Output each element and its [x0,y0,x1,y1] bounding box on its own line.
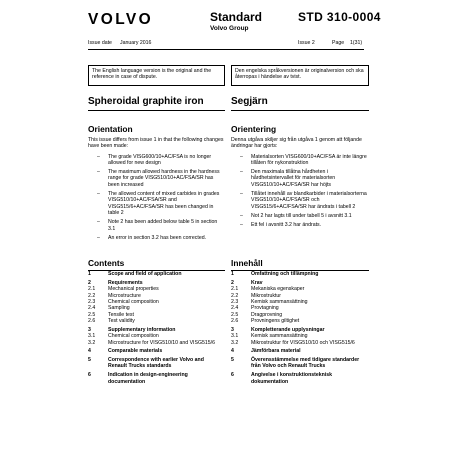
toc-number: 3 [231,326,234,333]
toc-title: Mikrostruktur för VISG510/10 och VISG515/6 [251,339,355,346]
toc-number: 3.2 [231,339,239,346]
toc-row [88,340,224,346]
title-underline-sv [231,110,369,111]
toc-row [231,357,369,370]
toc-number: 2.4 [231,305,239,312]
toc-number: 6 [231,372,234,379]
toc-title: Krav [251,279,263,286]
toc-title: Microstructure for VISG510/10 and VISG515/6 [108,339,215,346]
toc-title: Supplementary information [108,326,176,333]
table-of-contents-sv [231,271,369,385]
toc-row [88,372,224,385]
toc-number: 2.5 [88,311,96,318]
standard-number: STD 310-0004 [298,10,381,24]
list-item: – Not 2 har lagts till under tabell 5 i avsnitt 3.1 [240,212,352,219]
orientation-heading: Orientering [231,124,277,134]
orientation-section-sv [231,124,369,232]
toc-number: 2.3 [88,298,96,305]
toc-number: 4 [231,348,234,355]
toc-row [231,318,369,324]
toc-title: Kompletterande upplysningar [251,326,325,333]
toc-title: Angivelse i konstruktionsteknisk dokumentation [251,372,333,385]
toc-number: 2.4 [88,305,96,312]
list-item: – Den maximala tillåtna hårdheten i hårdhetsintervallet för materialsorten VISG510/10+AC/FSA/SR har höjts [240,169,336,188]
toc-number: 3 [88,326,91,333]
list-item: – An error in section 3.2 has been corrected. [97,234,207,241]
toc-title: Jämförbara material [251,348,301,355]
toc-title: Chemical composition [108,298,159,305]
toc-number: 2.1 [231,286,239,293]
list-item: – Ett fel i avsnitt 3.2 har ändrats. [240,222,322,229]
toc-number: 2 [88,279,91,286]
toc-number: 5 [231,357,234,364]
issue-date-label: Issue date [88,40,112,46]
title-underline-en [88,110,225,111]
toc-title: Provningens giltighet [251,318,300,325]
toc-number: 2.2 [88,292,96,299]
toc-number: 1 [88,271,91,277]
toc-title: Överensstämmelse med tidigare standarder från Volvo och Renault Trucks [251,357,360,370]
orientation-heading: Orientation [88,124,133,134]
toc-title: Scope and field of application [108,271,182,277]
page-number: 1(31) [350,40,363,46]
toc-title: Requirements [108,279,143,286]
toc-title: Indication in design-engineering documentation [108,372,188,385]
contents-heading-sv: Innehåll [231,258,263,268]
notice-box-sv: Den engelska språkversionen är originalversion och ska återropas i händelse av tvist. [231,65,369,86]
toc-row [88,357,224,370]
list-item: – The maximum allowed hardness in the hardness range for grade VISG510/10+AC/FSA/SR has been increased [97,169,220,188]
toc-title: Provtagning [251,305,279,312]
page-label: Page [332,40,345,46]
toc-title: Sampling [108,305,130,312]
toc-title: Mechanical properties [108,286,159,293]
toc-title: Mekaniska egenskaper [251,286,305,293]
toc-number: 3.1 [231,333,239,340]
toc-row [231,348,369,354]
toc-row [88,348,224,354]
toc-number: 6 [88,372,91,379]
toc-title: Mikrostruktur [251,292,281,299]
orientation-section-en [88,124,224,244]
toc-title: Chemical composition [108,333,159,340]
toc-number: 5 [88,357,91,364]
toc-title: Tensile test [108,311,134,318]
document-title-en: Spheroidal graphite iron [88,96,204,107]
toc-title: Kemisk sammansättning [251,298,308,305]
volvo-logo: VOLVO [88,11,154,28]
toc-number: 1 [231,271,234,277]
toc-number: 2.5 [231,311,239,318]
toc-title: Comparable materials [108,348,163,355]
toc-title: Test validity [108,318,135,325]
list-item: – Note 2 has been added below table 5 in section 3.1 [97,219,218,232]
standard-title: Standard [210,10,263,24]
toc-row [231,271,369,277]
toc-title: Omfattning och tillämpning [251,271,319,277]
toc-title: Dragprovning [251,311,283,318]
toc-number: 3.1 [88,333,96,340]
toc-title: Microstructure [108,292,141,299]
toc-number: 2.3 [231,298,239,305]
header-divider [88,49,364,50]
orientation-intro: This issue differs from issue 1 in that the following changes have been made: [88,137,224,150]
toc-number: 3.2 [88,339,96,346]
toc-title: Kemisk sammansättning [251,333,308,340]
toc-number: 2.2 [231,292,239,299]
list-item: – Tillåtet innehåll av blandkarbider i materialsorterna VISG510/10+AC/FSA/SR och VISG515/6+AC/FSA/SR har ändrats i tabell 2 [240,191,367,210]
document-title-sv: Segjärn [231,96,268,107]
toc-title: Correspondence with earlier Volvo and Renault Trucks standards [108,357,204,370]
list-item: – The grade VISG600/10+AC/FSA is no longer allowed for new design [97,153,212,166]
orientation-intro: Denna utgåva skiljer sig från utgåva 1 genom att följande ändringar har gjorts: [231,137,362,150]
toc-row [231,372,369,385]
toc-number: 2.6 [231,318,239,325]
notice-box-en: The English language version is the original and the reference in case of dispute. [88,65,225,86]
toc-row [88,271,224,277]
toc-number: 2.1 [88,286,96,293]
table-of-contents-en [88,271,224,385]
issue-number: Issue 2 [298,40,315,46]
toc-number: 2.6 [88,318,96,325]
toc-row [231,340,369,346]
toc-row [88,318,224,324]
contents-heading-en: Contents [88,258,125,268]
toc-number: 4 [88,348,91,355]
list-item: – Materialsorten VISG600/10+AC/FSA är inte längre tillåten för nykonstruktion [240,153,367,166]
issue-date: January 2016 [120,40,152,46]
toc-number: 2 [231,279,234,286]
standard-subtitle: Volvo Group [210,25,249,32]
list-item: – The allowed content of mixed carbides in grades VISG510/10+AC/FSA/SR and VISG515/6+AC/FSA/SR has been changed in table 2 [97,191,220,216]
